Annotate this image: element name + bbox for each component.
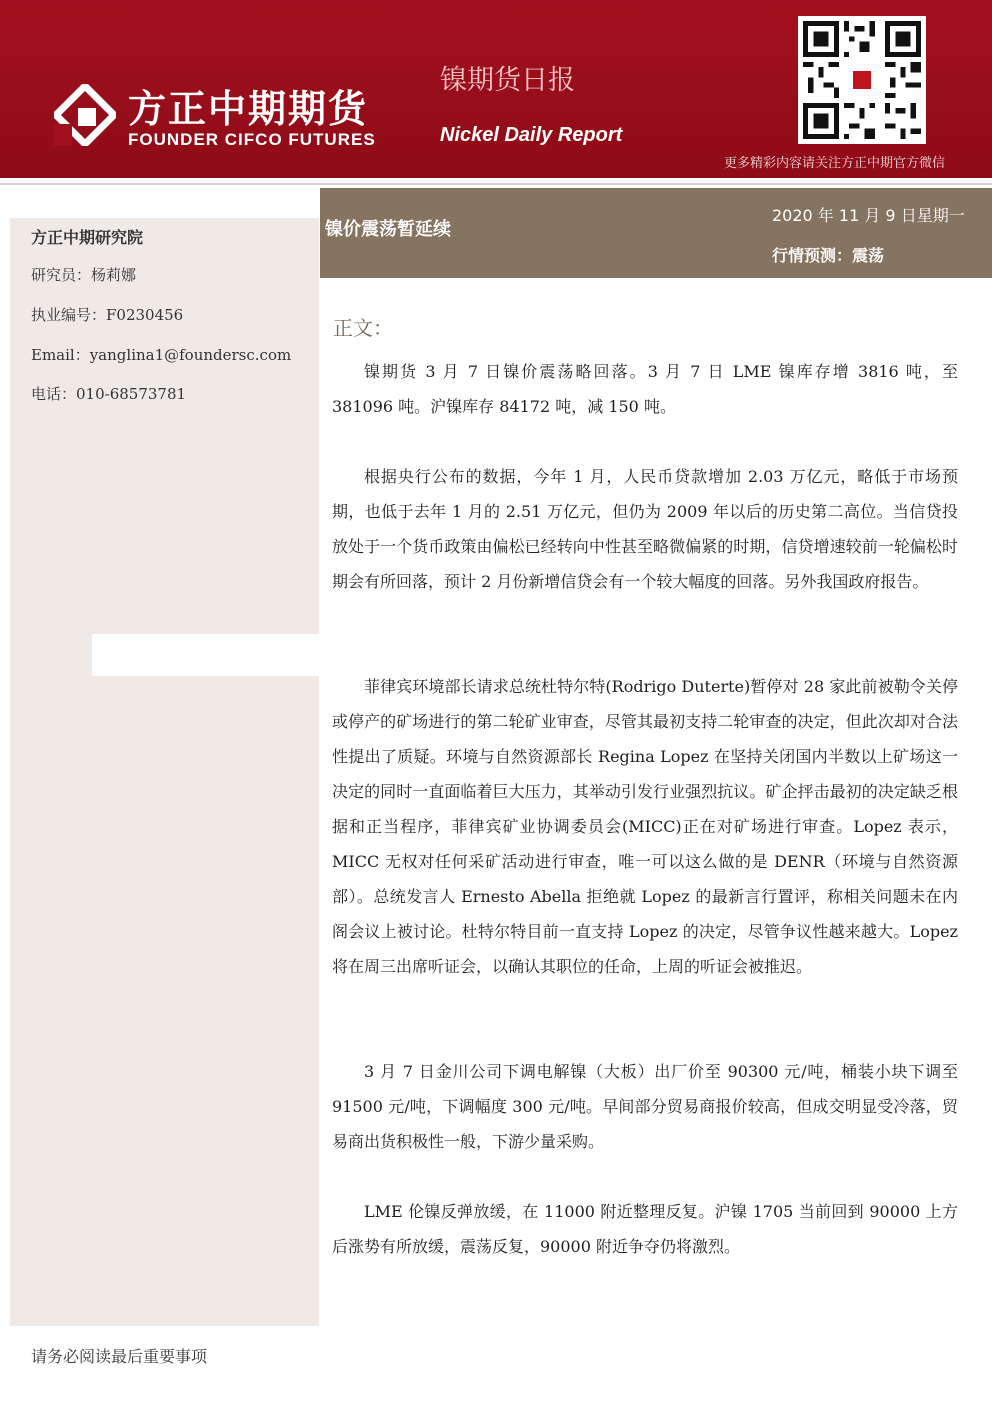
disclaimer-note: 请务必阅读最后重要事项 bbox=[31, 1347, 208, 1366]
body-paragraph: LME 伦镍反弹放缓，在 11000 附近整理反复。沪镍 1705 当前回到 90000 上方后涨势有所放缓，震荡反复，90000 附近争夺仍将激烈。 bbox=[332, 1202, 958, 1256]
author-phone: 电话：010-68573781 bbox=[31, 385, 187, 403]
market-forecast: 行情预测：震荡 bbox=[772, 246, 885, 265]
section-label-body: 正文： bbox=[333, 316, 393, 340]
report-header bbox=[0, 0, 992, 178]
company-name-en: FOUNDER CIFCO FUTURES bbox=[128, 130, 376, 149]
sidebar-gap bbox=[92, 634, 320, 676]
report-title-cn: 镍期货日报 bbox=[440, 65, 575, 96]
body-paragraph: 3 月 7 日金川公司下调电解镍（大板）出厂价至 90300 元/吨，桶装小块下调至 91500 元/吨，下调幅度 300 元/吨。早间部分贸易商报价较高，但成交明显受冷落，贸易商出货积极性一般，下游少量采购。 bbox=[332, 1062, 958, 1151]
follow-wechat-text: 更多精彩内容请关注方正中期官方微信 bbox=[724, 156, 946, 171]
report-title-en: Nickel Daily Report bbox=[440, 124, 623, 146]
researcher-name: 研究员：杨莉娜 bbox=[31, 266, 137, 284]
wechat-qr-code-icon bbox=[798, 16, 926, 144]
body-paragraph: 菲律宾环境部长请求总统杜特尔特(Rodrigo Duterte)暂停对 28 家此前被勒令关停或停产的矿场进行的第二轮矿业审查，尽管其最初支持二轮审查的决定，但此次却对合法性提出了质疑。环境与自然资源部长 Regina Lopez 在坚持关闭国内半数以上矿场这一决定的同时一直面临着巨大压力，其举动引发行业强烈抗议。矿企抨击最初的决定缺乏根据和正当程序，菲律宾矿业协调委员会(MICC)正在对矿场进行审查。Lopez 表示，MICC 无权对任何采矿活动进行审查，唯一可以这么做的是 DENR（环境与自然资源部）。总统发言人 Ernesto Abella 拒绝就 Lopez 的最新言行置评，称相关问题未在内阁会议上被讨论。杜特尔特目前一直支持 Lopez 的决定，尽管争议性越来越大。Lopez 将在周三出席听证会，以确认其职位的任命，上周的听证会被推迟。 bbox=[332, 677, 958, 976]
body-paragraph: 镍期货 3 月 7 日镍价震荡略回落。3 月 7 日 LME 镍库存增 3816 吨，至 381096 吨。沪镍库存 84172 吨，减 150 吨。 bbox=[332, 362, 958, 416]
founder-logo-icon bbox=[54, 84, 116, 146]
header-divider-rule bbox=[0, 183, 992, 185]
license-number: 执业编号：F0230456 bbox=[31, 306, 184, 324]
institute-name: 方正中期研究院 bbox=[31, 228, 144, 247]
report-date: 2020 年 11 月 9 日星期一 bbox=[772, 206, 965, 225]
report-headline: 镍价震荡暂延续 bbox=[325, 219, 451, 240]
body-paragraph: 根据央行公布的数据，今年 1 月，人民币贷款增加 2.03 万亿元，略低于市场预期，也低于去年 1 月的 2.51 万亿元，但仍为 2009 年以后的历史第二高位。当信贷投放处于一个货币政策由偏松已经转向中性甚至略微偏紧的时期，信贷增速较前一轮偏松时期会有所回落，预计 2 月份新增信贷会有一个较大幅度的回落。另外我国政府报告。 bbox=[332, 467, 958, 591]
author-email: Email：yanglina1@foundersc.com bbox=[31, 346, 292, 364]
company-name-cn: 方正中期期货 bbox=[128, 87, 369, 131]
